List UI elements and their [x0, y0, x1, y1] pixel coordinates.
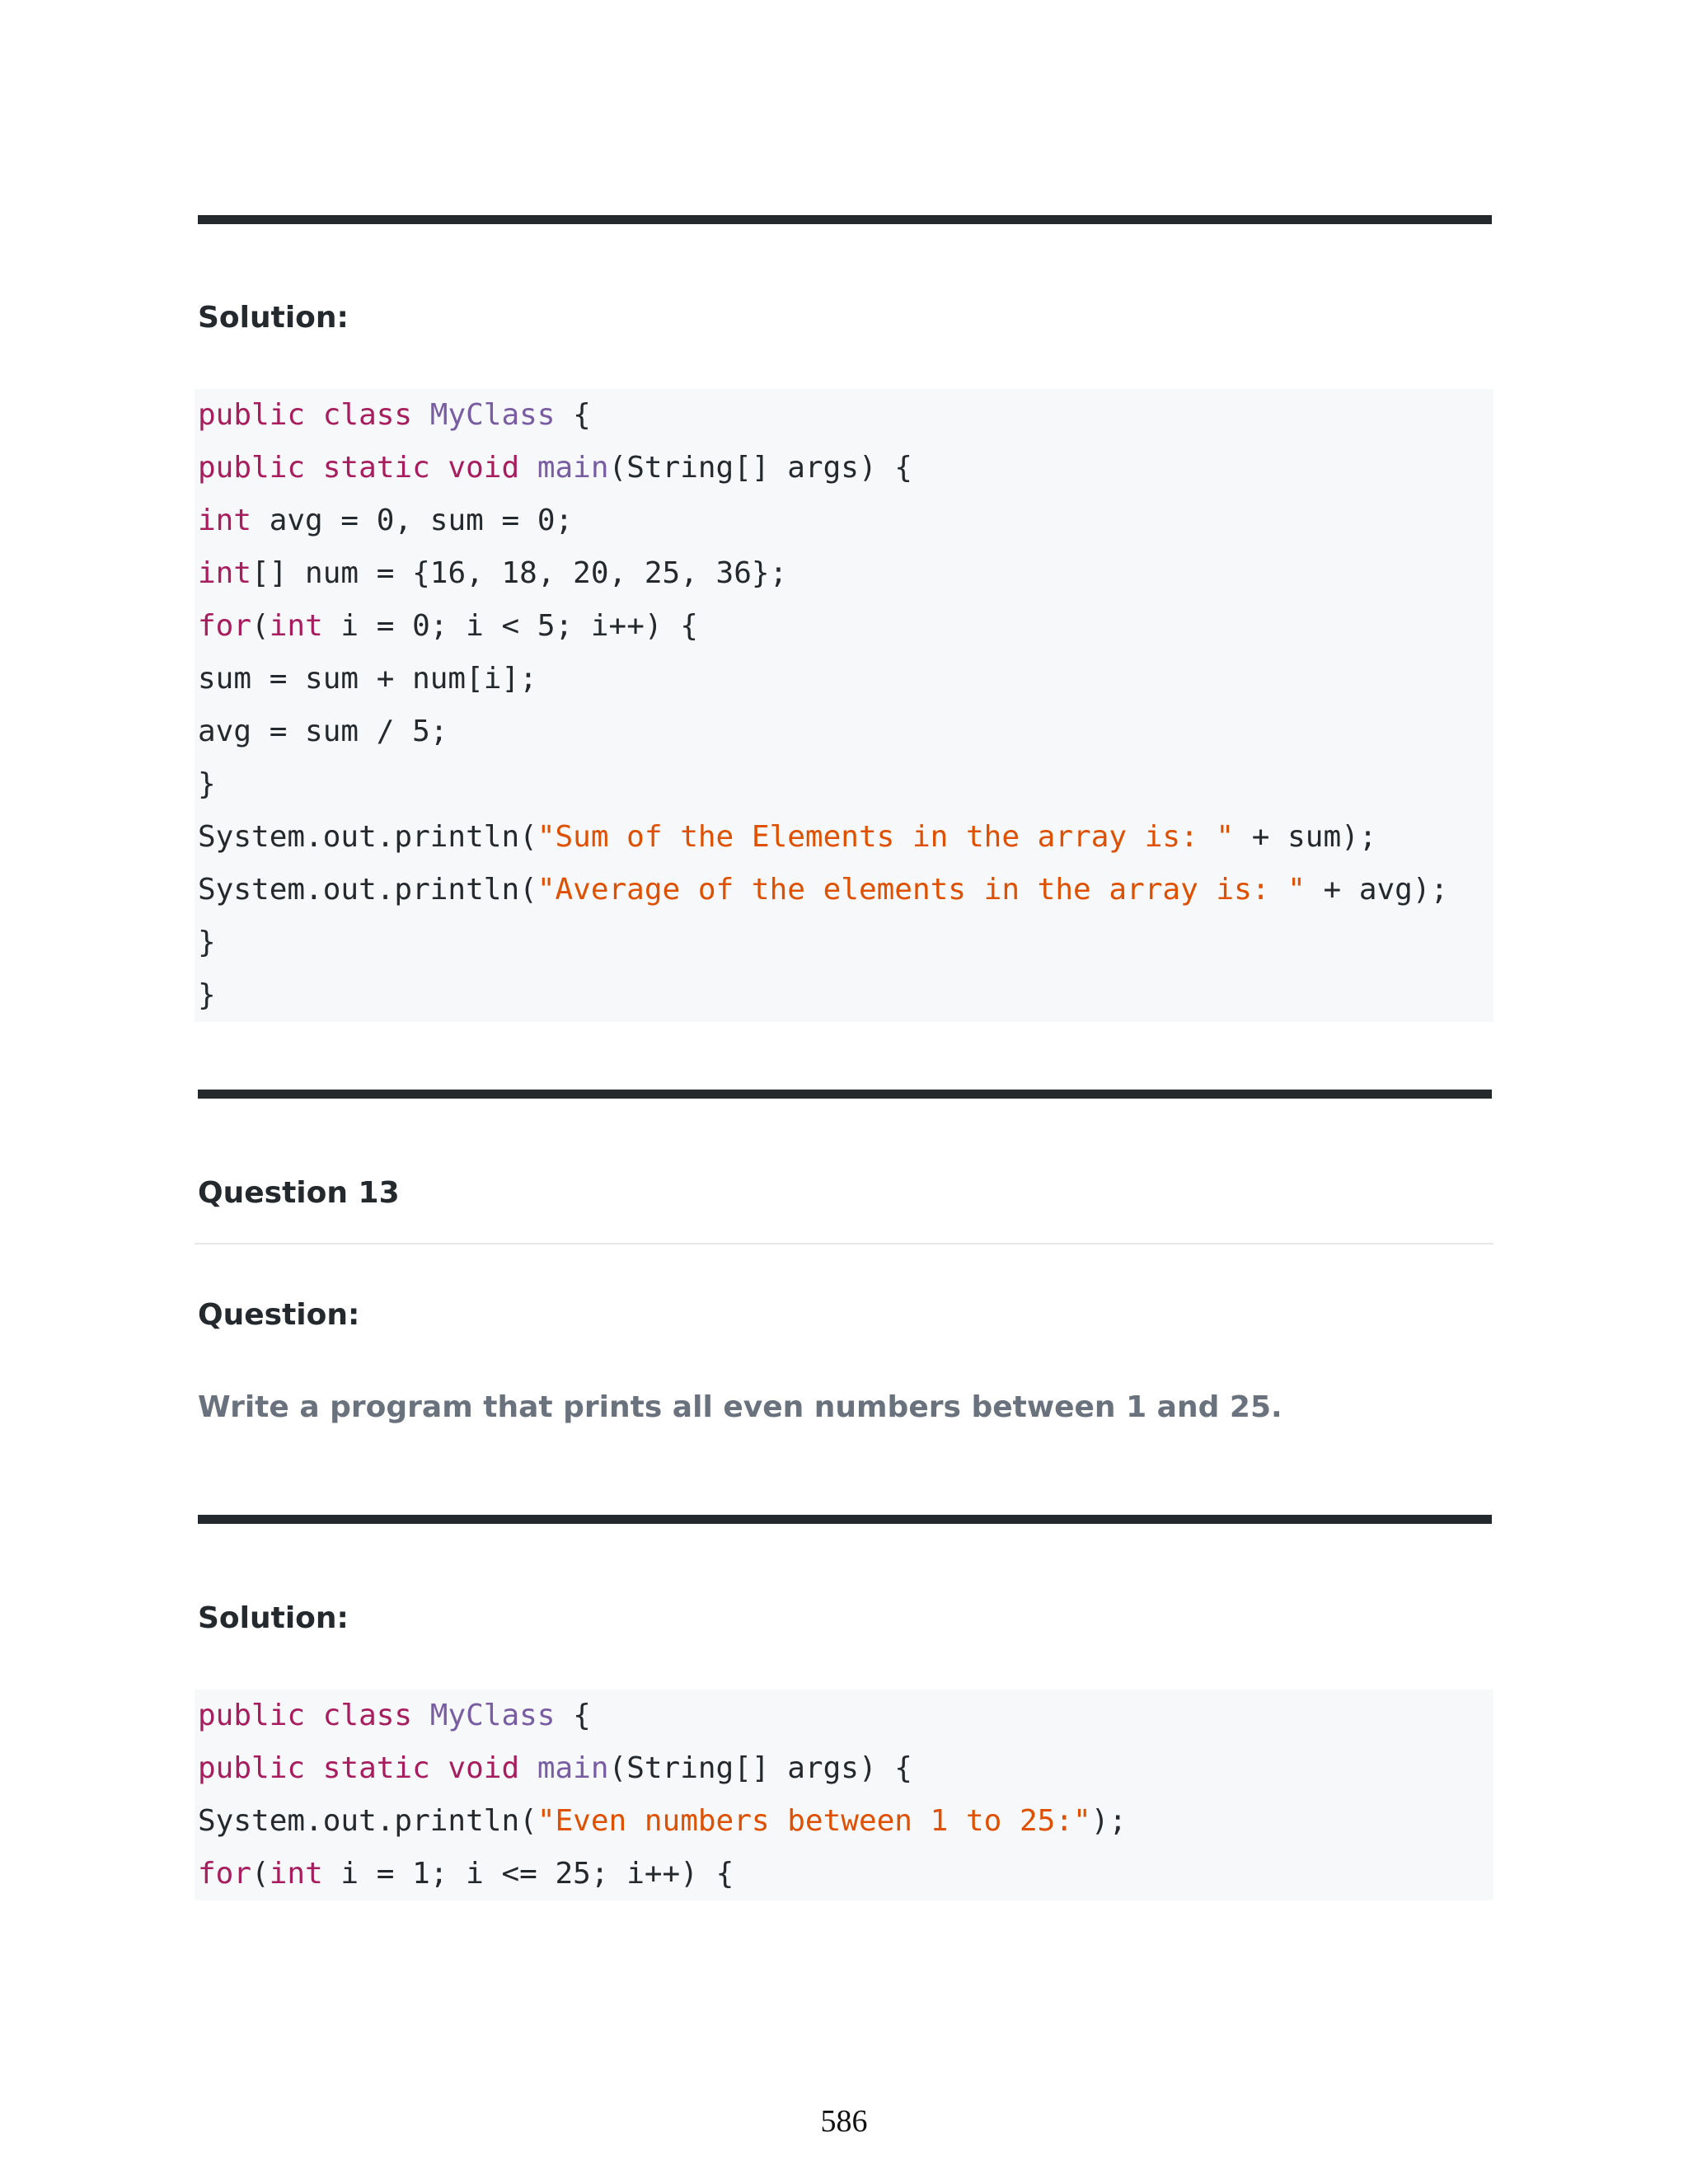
code-line — [198, 1858, 734, 1891]
code-line — [198, 399, 591, 432]
code-line — [198, 768, 216, 801]
code-token: "Average of the elements in the array is: " — [537, 873, 1306, 907]
section-divider-top — [198, 215, 1492, 224]
code-token: System.out.println( — [198, 873, 537, 907]
code-token: public static void — [198, 451, 537, 485]
code-line — [198, 504, 573, 537]
code-token: avg = sum / 5; — [198, 715, 448, 748]
code-line — [198, 663, 537, 696]
code-block-2 — [195, 1690, 1493, 1900]
code-token: } — [198, 926, 216, 959]
code-token: (String[] args) { — [608, 451, 912, 485]
code-token: public static void — [198, 1751, 537, 1785]
section-divider-bottom — [198, 1515, 1492, 1524]
code-token: { — [555, 398, 591, 432]
question-text: Write a program that prints all even numbers between 1 and 25. — [198, 1390, 1282, 1424]
code-token: ( — [251, 609, 270, 643]
code-token: public class — [198, 398, 430, 432]
code-token: (String[] args) { — [608, 1751, 912, 1785]
code-line — [198, 610, 698, 643]
code-token: } — [198, 767, 216, 801]
code-token: avg = 0, sum = 0; — [251, 504, 574, 537]
question-label: Question: — [198, 1298, 360, 1332]
code-token: for — [198, 1857, 252, 1891]
solution-heading-1: Solution: — [198, 301, 349, 335]
question-title-underline — [195, 1243, 1493, 1244]
code-block-1 — [195, 389, 1493, 1022]
code-line — [198, 715, 448, 748]
code-token: main — [537, 1751, 609, 1785]
code-line — [198, 1805, 1127, 1838]
code-line — [198, 821, 1376, 854]
code-token: sum = sum + num[i]; — [198, 662, 537, 696]
code-token: "Sum of the Elements in the array is: " — [537, 820, 1235, 854]
code-token: i = 0; i < 5; i++) { — [322, 609, 698, 643]
code-token: [] num = {16, 18, 20, 25, 36}; — [251, 556, 788, 590]
code-token: int — [269, 1857, 323, 1891]
code-line — [198, 452, 912, 485]
question-number-heading: Question 13 — [198, 1176, 400, 1210]
code-token: main — [537, 451, 609, 485]
code-token: ); — [1090, 1804, 1128, 1838]
code-line — [198, 1752, 912, 1785]
code-token: MyClass — [429, 1699, 556, 1732]
code-line — [198, 874, 1448, 907]
code-token: + avg); — [1305, 873, 1449, 907]
code-token: } — [198, 978, 216, 1012]
code-token: for — [198, 609, 252, 643]
section-divider-middle — [198, 1090, 1492, 1099]
code-line — [198, 1699, 591, 1732]
code-token: int — [198, 556, 252, 590]
code-line — [198, 979, 216, 1012]
code-token: int — [269, 609, 323, 643]
code-token: System.out.println( — [198, 1804, 537, 1838]
code-token: int — [198, 504, 252, 537]
code-token: MyClass — [429, 398, 556, 432]
code-token: System.out.println( — [198, 820, 537, 854]
code-token: ( — [251, 1857, 270, 1891]
code-line — [198, 926, 216, 959]
page-number: 586 — [820, 2104, 868, 2139]
code-token: i = 1; i <= 25; i++) { — [322, 1857, 734, 1891]
code-token: { — [555, 1699, 591, 1732]
code-token: "Even numbers between 1 to 25:" — [537, 1804, 1091, 1838]
solution-heading-2: Solution: — [198, 1601, 349, 1635]
code-token: public class — [198, 1699, 430, 1732]
code-line — [198, 557, 787, 590]
code-token: + sum); — [1234, 820, 1377, 854]
